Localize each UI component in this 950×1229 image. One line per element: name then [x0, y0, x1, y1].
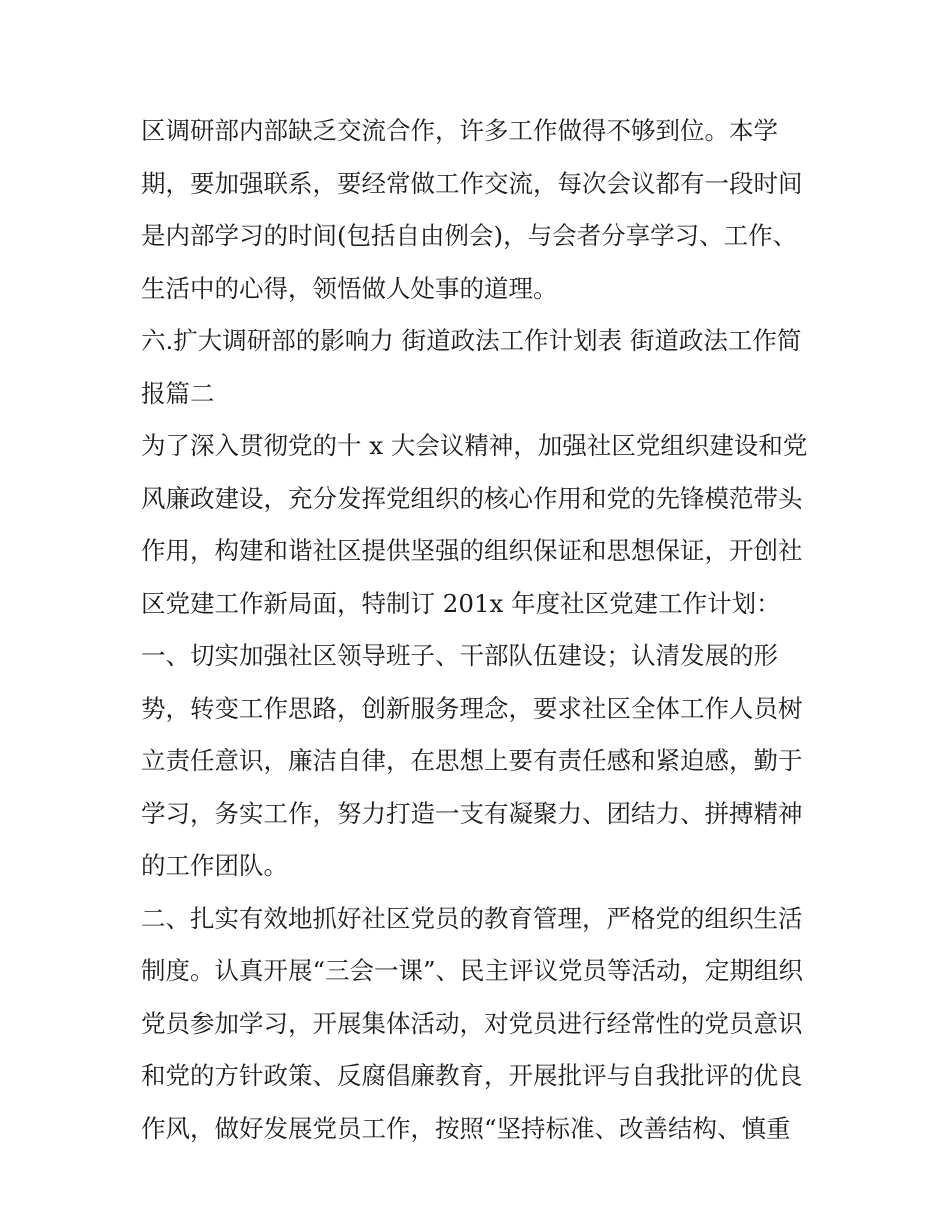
text-line: 区调研部内部缺乏交流合作，许多工作做得不够到位。本学 — [141, 116, 778, 145]
text-line: 区党建工作新局面，特制订 201x 年度社区党建工作计划： — [141, 588, 781, 618]
section-heading-line: 报篇二 — [141, 378, 215, 408]
text-line: 期，要加强联系，要经常做工作交流，每次会议都有一段时间 — [141, 168, 803, 198]
text-line: 作用，构建和谐社区提供坚强的组织保证和思想保证，开创社 — [141, 536, 803, 565]
text-line: 风廉政建设，充分发挥党组织的核心作用和党的先锋模范带头 — [141, 483, 803, 513]
text-line: 一、切实加强社区领导班子、干部队伍建设；认清发展的形 — [141, 641, 778, 670]
text-line: 为了深入贯彻党的十 x 大会议精神，加强社区党组织建设和党 — [141, 431, 808, 460]
body-text — [141, 105, 821, 1155]
text-line: 立责任意识，廉洁自律，在思想上要有责任感和紧迫感，勤于 — [141, 746, 803, 775]
text-line: 和党的方针政策、反腐倡廉教育，开展批评与自我批评的优良 — [141, 1061, 803, 1090]
text-line: 是内部学习的时间(包括自由例会)，与会者分享学习、工作、 — [141, 221, 798, 250]
text-line: 的工作团队。 — [141, 851, 288, 880]
text-line: 生活中的心得，领悟做人处事的道理。 — [141, 273, 558, 303]
text-line: 势，转变工作思路，创新服务理念，要求社区全体工作人员树 — [141, 693, 803, 723]
text-line: 学习，务实工作，努力打造一支有凝聚力、团结力、拼搏精神 — [141, 798, 803, 828]
text-line: 制度。认真开展“三会一课”、民主评议党员等活动，定期组织 — [141, 956, 804, 985]
text-line: 作风，做好发展党员工作，按照“坚持标准、改善结构、慎重 — [141, 1113, 791, 1143]
section-heading-line: 六.扩大调研部的影响力 街道政法工作计划表 街道政法工作简 — [141, 326, 802, 355]
text-line: 二、扎实有效地抓好社区党员的教育管理，严格党的组织生活 — [141, 903, 803, 933]
text-line: 党员参加学习，开展集体活动，对党员进行经常性的党员意识 — [141, 1008, 803, 1038]
